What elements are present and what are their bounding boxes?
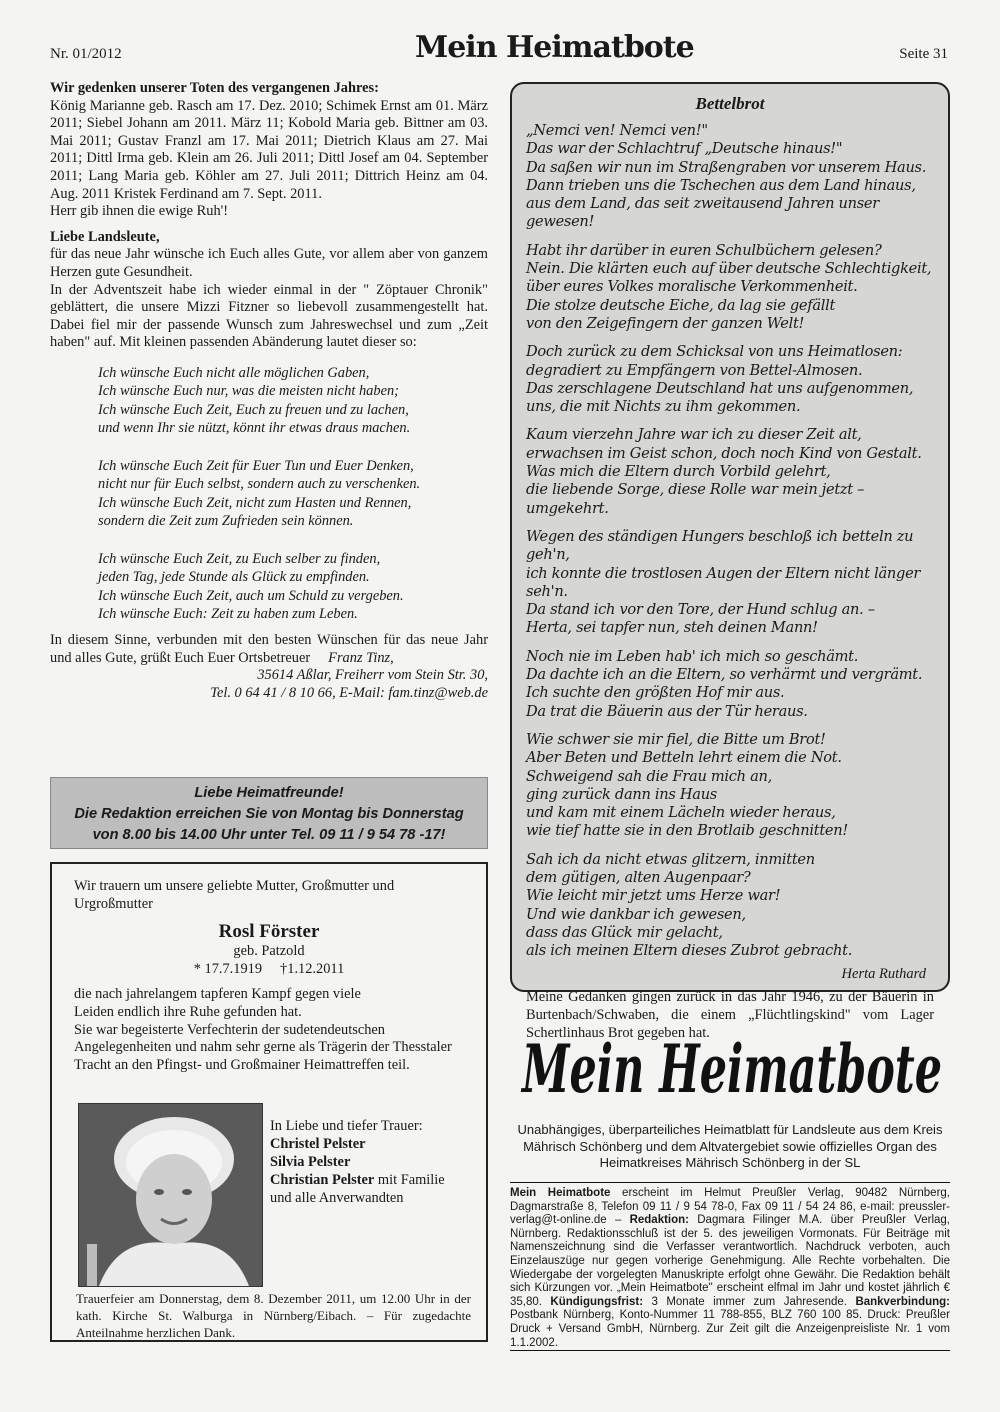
poem-author: Herta Ruthard: [841, 966, 926, 983]
poem-title: Bettelbrot: [695, 94, 765, 113]
poem-line: Ich wünsche Euch Zeit, Euch zu freuen und zu lachen,: [98, 401, 409, 418]
poem-line: Nein. Die klärten euch auf über deutsche Schlechtigkeit,: [526, 260, 932, 278]
poem-line: Da trat die Bäuerin aus der Tür heraus.: [526, 702, 808, 720]
letter-paragraph: für das neue Jahr wünsche ich Euch alles Gute, vor allem aber von ganzem Herzen gute Gesundheit.: [50, 246, 488, 280]
poem-line: „Nemci ven! Nemci ven!": [526, 122, 708, 139]
poem-stanza: [98, 550, 488, 624]
poem-line: dem gütigen, alten Augenpaar?: [526, 868, 751, 886]
poem-line: ich konnte die trostlosen Augen der Eltern nicht länger seh'n.: [526, 564, 921, 600]
poem-line: aus dem Land, das seit zweitausend Jahren unser gewesen!: [526, 195, 879, 231]
wish-poem: [98, 364, 488, 624]
signature-name: Franz Tinz,: [328, 649, 394, 666]
bettelbrot-box: [510, 82, 950, 1041]
remembrance-heading: Wir gedenken unserer Toten des vergangenen Jahres:: [50, 80, 379, 96]
poem-stanza: [526, 528, 934, 638]
poem-line: Habt ihr darüber in euren Schulbüchern gelesen?: [526, 241, 882, 259]
poem-line: Ich wünsche Euch Zeit, auch um Schuld zu vergeben.: [98, 587, 404, 604]
poem-line: Aber Beten und Betteln lehrt einem die Not.: [526, 749, 842, 767]
poem-line: Was mich die Eltern durch Vorbild gelehrt,: [526, 463, 831, 481]
poem-stanza: [526, 343, 934, 416]
poem-line: jeden Tag, jede Stunde als Glück zu empfinden.: [98, 569, 370, 586]
bettelbrot-poem: [526, 122, 934, 960]
poem-line: Das war der Schlachtruf „Deutsche hinaus!": [526, 140, 843, 158]
obituary-name: Rosl Förster: [218, 921, 320, 943]
editorial-notice-box: [50, 777, 488, 849]
notice-line: von 8.00 bis 14.00 Uhr unter Tel. 09 11 / 9 54 78 -17!: [92, 827, 446, 843]
mourners-end: und alle Anverwandten: [270, 1190, 404, 1206]
poem-line: uns, die mit Nichts zu ihm gekommen.: [526, 398, 801, 416]
poem-line: und kam mit einem Lächeln wieder heraus,: [526, 804, 836, 822]
imprint: Mein Heimatbote erscheint im Helmut Preußler Verlag, 90482 Nürnberg, Dagmarstraße 8, Telefon 09 11 / 9 54 78-0, Fax 09 11 / 54 24 86, e-mail: preussler-verlag@t-online.de – Redaktion: Dagmara Filinger M.A. über Preußler Verlag, Nürnberg. Redaktionsschluß ist der 5. des jeweiligen Vormonats. Für Beiträge mit Namenszeichnung sind die Verfasser verantwortlich. Nachdruck verboten, auch Einzelauszüge nur gegen vorherige Genehmigung. Alle Rechte vorbehalten. Die Wiedergabe der vorgelegten Manuskripte erfolgt ohne Gewähr. Die Redaktion behält sich Kürzungen vor. „Mein Heimatbote" erscheint elfmal im Jahr und kostet jährlich € 35,80. Kündigungsfrist: 3 Monate immer zum Jahresende. Bankverbindung: Postbank Nürnberg, Konto-Nummer 11 788-855, BLZ 760 100 85. Druck: Preußler Druck + Versand GmbH, Nürnberg. Zur Zeit gilt die Anzeigenpreisliste Nr. 1 vom 1.1.2002.: [510, 1182, 950, 1351]
obituary-photo: [78, 1103, 263, 1287]
poem-line: Ich wünsche Euch nicht alle möglichen Gaben,: [98, 364, 370, 381]
letter-paragraph: In der Adventszeit habe ich wieder einmal in der " Zöptauer Chronik" geblättert, die unsere Mizzi Fitzner so liebevoll zusammengestellt hat. Dabei fiel mir der passende Wunsch zum Jahreswechsel und zum „Zeit haben" auf. Mit kleinen passenden Abänderung lautet dieser so:: [50, 281, 488, 351]
left-column: [50, 80, 488, 702]
poem-line: über eures Volkes moralische Verkommenheit.: [526, 278, 858, 296]
poem-line: Wegen des ständigen Hungers beschloß ich betteln zu geh'n,: [526, 527, 914, 564]
poem-line: Ich wünsche Euch Zeit, zu Euch selber zu finden,: [98, 550, 381, 567]
poem-line: Dann trieben uns die Tschechen aus dem Land hinaus,: [526, 176, 916, 194]
poem-stanza: [526, 122, 934, 232]
poem-line: sondern die Zeit zum Zufrieden sein können.: [98, 513, 354, 530]
poem-line: von den Zeigefingern der ganzen Welt!: [526, 314, 805, 332]
remembrance-text: König Marianne geb. Rasch am 17. Dez. 2010; Schimek Ernst am 01. März 2011; Siebel Johann am 2011. März 11; Kobold Maria geb. Bittner am 03. Mai 2011; Gustav Franzl am 17. Mai 2011; Dietrich Klaus am 27. Mai 2011; Dittl Irma geb. Klein am 26. Juli 2011; Dittl Josef am 04. September 2011; Lang Maria geb. Köhler am 27. Juli 2011; Dittrich Heinz am 04. Aug. 2011 Kristek Ferdinand am 7. Sept. 2011.: [50, 97, 488, 202]
obituary-intro: Wir trauern um unsere geliebte Mutter, Großmutter und Urgroßmutter: [74, 878, 395, 912]
poem-line: Kaum vierzehn Jahre war ich zu dieser Zeit alt,: [526, 426, 862, 444]
header-logo: Mein Heimatbote: [415, 30, 694, 65]
poem-line: Herta, sei tapfer nun, steh deinen Mann!: [526, 619, 818, 637]
signature-contact: Tel. 0 64 41 / 8 10 66, E-Mail: fam.tinz@web.de: [210, 684, 488, 701]
notice-line: Die Redaktion erreichen Sie von Montag bis Donnerstag: [74, 806, 464, 822]
poem-line: Ich suchte den größten Hof mir aus.: [526, 684, 785, 702]
obituary-text: Sie war begeisterte Verfechterin der sudetendeutschen Angelegenheiten und nahm sehr gerne als Trägerin der Thesstaler Tracht an den Pfingst- und Großmainer Heimattreffen teil.: [74, 1021, 452, 1073]
poem-line: Das zerschlagene Deutschland hat uns aufgenommen,: [526, 379, 914, 397]
poem-line: Die stolze deutsche Eiche, da lag sie gefällt: [526, 296, 836, 314]
poem-line: Ich wünsche Euch: Zeit zu haben zum Leben.: [98, 606, 358, 623]
poem-line: Wie leicht mir jetzt ums Herze war!: [526, 887, 781, 905]
poem-line: nicht nur für Euch selbst, sondern auch zu verschenken.: [98, 476, 421, 493]
poem-line: dass das Glück mir gelacht,: [526, 923, 723, 941]
mourner-line: Christian Pelster mit Familie: [270, 1172, 445, 1188]
masthead-tagline: Unabhängiges, überparteiliches Heimatblatt für Landsleute aus dem Kreis Mährisch Schönberg und dem Altvatergebiet sowie offizielles Organ des Heimatkreises Mährisch Schönberg in der SL: [517, 1122, 943, 1170]
poem-line: degradiert zu Empfängern von Bettel-Almosen.: [526, 361, 863, 379]
poem-line: Da dachte ich an die Eltern, so verhärmt und vergrämt.: [526, 666, 923, 684]
signature-address: 35614 Aßlar, Freiherr vom Stein Str. 30,: [257, 667, 488, 684]
masthead-logo: [514, 1010, 950, 1120]
poem-line: Da saßen wir nun im Straßengraben vor unserem Haus.: [526, 158, 927, 176]
masthead-logo-text: Mein Heimatbote: [520, 1030, 942, 1108]
poem-line: Ich wünsche Euch Zeit, nicht zum Hasten und Rennen,: [98, 494, 412, 511]
funeral-notice: Trauerfeier am Donnerstag, dem 8. Dezember 2011, um 12.00 Uhr in der kath. Kirche St. Walburga in Nürnberg/Eibach. – Für zugedachte Anteilnahme herzlichen Dank.: [76, 1291, 471, 1340]
mourner-name: Christian Pelster: [270, 1172, 375, 1188]
poem-line: ging zurück dann ins Haus: [526, 785, 717, 803]
issue-number: Nr. 01/2012: [50, 46, 122, 62]
mourners-intro: In Liebe und tiefer Trauer:: [270, 1118, 423, 1134]
poem-line: Schweigend sah die Frau mich an,: [526, 767, 772, 785]
poem-line: als ich meinen Eltern dieses Zubrot gebracht.: [526, 942, 853, 960]
poem-stanza: [526, 242, 934, 333]
poem-line: Doch zurück zu dem Schicksal von uns Heimatlosen:: [526, 343, 903, 361]
letter-closing: In diesem Sinne, verbunden mit den besten Wünschen für das neue Jahr und alles Gute, grüßt Euch Euer Ortsbetreuer Franz Tinz,: [50, 631, 488, 666]
mourner-name: Christel Pelster: [270, 1136, 366, 1152]
poem-line: und wenn Ihr sie nützt, könnt ihr etwas draus machen.: [98, 420, 411, 437]
obituary-maiden-name: geb. Patzold: [233, 943, 305, 960]
page-number: Seite 31: [899, 46, 948, 62]
obituary-text: die nach jahrelangem tapferen Kampf gegen viele Leiden endlich ihre Ruhe gefunden hat.: [74, 986, 361, 1020]
poem-line: Noch nie im Leben hab' ich mich so geschämt.: [526, 647, 859, 665]
notice-line: Liebe Heimatfreunde!: [194, 785, 344, 801]
poem-line: Wie schwer sie mir fiel, die Bitte um Brot!: [526, 730, 826, 748]
remembrance-prayer: Herr gib ihnen die ewige Ruh'!: [50, 203, 229, 220]
poem-stanza: [526, 731, 934, 841]
poem-stanza: [526, 851, 934, 961]
poem-line: Ich wünsche Euch Zeit für Euer Tun und Euer Denken,: [98, 457, 414, 474]
poem-stanza: [98, 457, 488, 531]
poem-line: Und wie dankbar ich gewesen,: [526, 905, 746, 923]
poem-line: wie tief hatte sie in den Brotlaib geschnitten!: [526, 822, 848, 840]
poem-line: die liebende Sorge, diese Rolle war mein jetzt – umgekehrt.: [526, 481, 865, 517]
poem-stanza: [526, 648, 934, 721]
poem-line: Ich wünsche Euch nur, was die meisten nicht haben;: [98, 383, 399, 400]
poem-line: Sah ich da nicht etwas glitzern, inmitten: [526, 850, 815, 868]
poem-line: Da stand ich vor den Tore, der Hund schlug an. –: [526, 601, 875, 619]
poem-note: Meine Gedanken gingen zurück in das Jahr 1946, zu der Bäuerin in Burtenbach/Schwaben, die einem „Flüchtlingskind" vom Lager Schertlinhaus Brot gegeben hat.: [526, 989, 934, 1041]
letter-greeting: Liebe Landsleute,: [50, 228, 160, 245]
poem-stanza: [98, 364, 488, 438]
mourner-name: Silvia Pelster: [270, 1154, 351, 1170]
poem-line: erwachsen im Geist schon, doch noch Kind von Gestalt.: [526, 444, 922, 462]
mourners-list: [270, 1117, 480, 1207]
poem-stanza: [526, 426, 934, 517]
obituary-dates: * 17.7.1919 †1.12.2011: [193, 960, 345, 977]
